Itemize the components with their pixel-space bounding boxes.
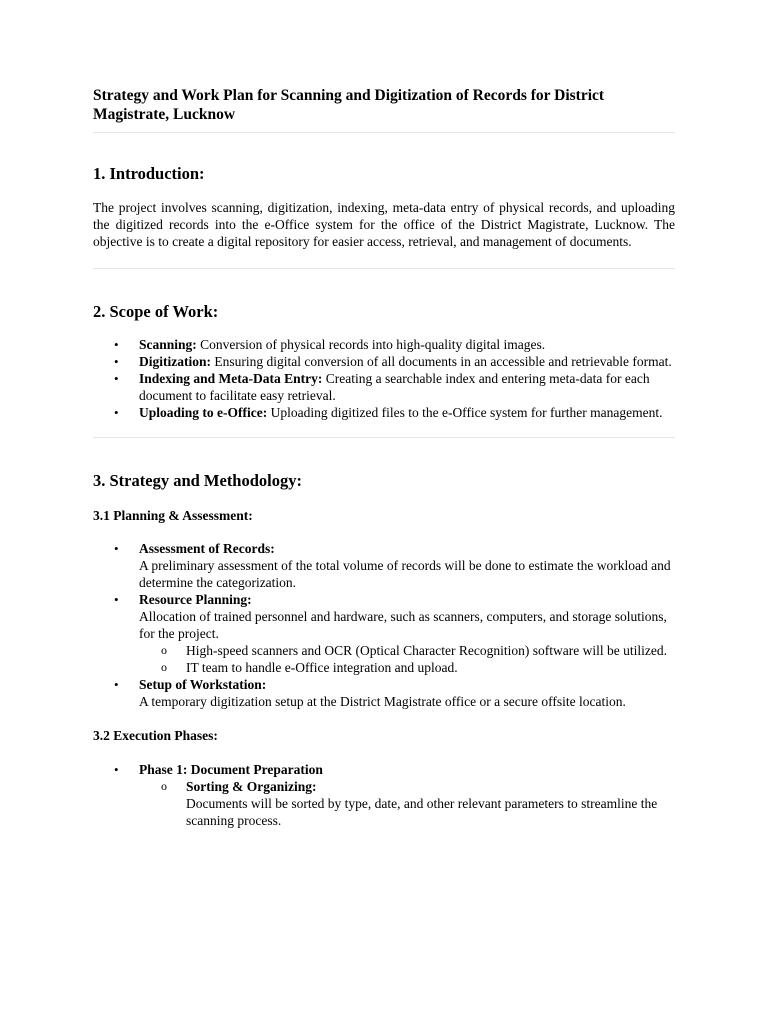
item-label: Setup of Workstation:	[139, 677, 267, 692]
item-label: Indexing and Meta-Data Entry:	[139, 371, 323, 386]
execution-list	[93, 761, 675, 829]
bullet-icon: •	[114, 541, 119, 556]
item-text: Allocation of trained personnel and hardware, such as scanners, computers, and storage solutions, for the project.	[139, 609, 667, 641]
item-text: Ensuring digital conversion of all documents in an accessible and retrievable format.	[211, 354, 672, 369]
circle-bullet-icon: o	[161, 643, 167, 657]
phase-label: Phase 1: Document Preparation	[139, 762, 323, 777]
scope-list	[93, 336, 675, 421]
list-item	[93, 676, 675, 710]
sub-list-item	[139, 659, 675, 676]
bullet-icon: •	[114, 354, 119, 369]
planning-heading: 3.1 Planning & Assessment:	[93, 508, 253, 523]
circle-bullet-icon: o	[161, 660, 167, 674]
sub-item-text: Documents will be sorted by type, date, and other relevant parameters to streamline the scanning process.	[186, 796, 658, 828]
list-item	[93, 591, 675, 676]
document-content	[93, 86, 675, 829]
bullet-icon: •	[114, 677, 119, 692]
scope-heading: 2. Scope of Work:	[93, 302, 219, 321]
item-label: Digitization:	[139, 354, 211, 369]
bullet-icon: •	[114, 762, 119, 777]
divider	[93, 132, 675, 133]
divider	[93, 268, 675, 269]
list-item	[93, 336, 675, 353]
item-label: Uploading to e-Office:	[139, 405, 268, 420]
document-title: Strategy and Work Plan for Scanning and Digitization of Records for District Magistrate, Lucknow	[93, 87, 605, 123]
item-text: A preliminary assessment of the total volume of records will be done to estimate the workload and determine the categorization.	[139, 558, 671, 590]
list-item	[93, 353, 675, 370]
list-item	[93, 761, 675, 829]
sub-list-item	[139, 778, 675, 829]
strategy-heading: 3. Strategy and Methodology:	[93, 471, 302, 490]
list-item	[93, 540, 675, 591]
bullet-icon: •	[114, 592, 119, 607]
sub-item-label: Sorting & Organizing:	[186, 779, 317, 794]
intro-paragraph: The project involves scanning, digitization, indexing, meta-data entry of physical records, and uploading the digitized records into the e-Office system for the office of the District Magistrate, Lucknow. The objective is to create a digital repository for easier access, retrieval, and management of documents.	[93, 200, 675, 249]
planning-list	[93, 540, 675, 710]
divider	[93, 437, 675, 438]
item-label: Assessment of Records:	[139, 541, 275, 556]
sub-list-item	[139, 642, 675, 659]
item-text: Conversion of physical records into high-quality digital images.	[196, 337, 546, 352]
bullet-icon: •	[114, 405, 119, 420]
bullet-icon: •	[114, 337, 119, 352]
item-text: Uploading digitized files to the e-Office system for further management.	[267, 405, 663, 420]
execution-heading: 3.2 Execution Phases:	[93, 728, 218, 743]
item-label: Resource Planning:	[139, 592, 252, 607]
list-item	[93, 404, 675, 421]
item-text: A temporary digitization setup at the District Magistrate office or a secure offsite location.	[139, 694, 626, 709]
item-label: Scanning:	[139, 337, 197, 352]
circle-bullet-icon: o	[161, 779, 167, 793]
item-text: Creating a searchable index and entering meta-data for each document to facilitate easy retrieval.	[139, 371, 650, 403]
sub-item-text: High-speed scanners and OCR (Optical Character Recognition) software will be utilized.	[186, 643, 667, 658]
sub-item-text: IT team to handle e-Office integration and upload.	[186, 660, 458, 675]
intro-heading: 1. Introduction:	[93, 164, 205, 183]
list-item	[93, 370, 675, 404]
bullet-icon: •	[114, 371, 119, 386]
